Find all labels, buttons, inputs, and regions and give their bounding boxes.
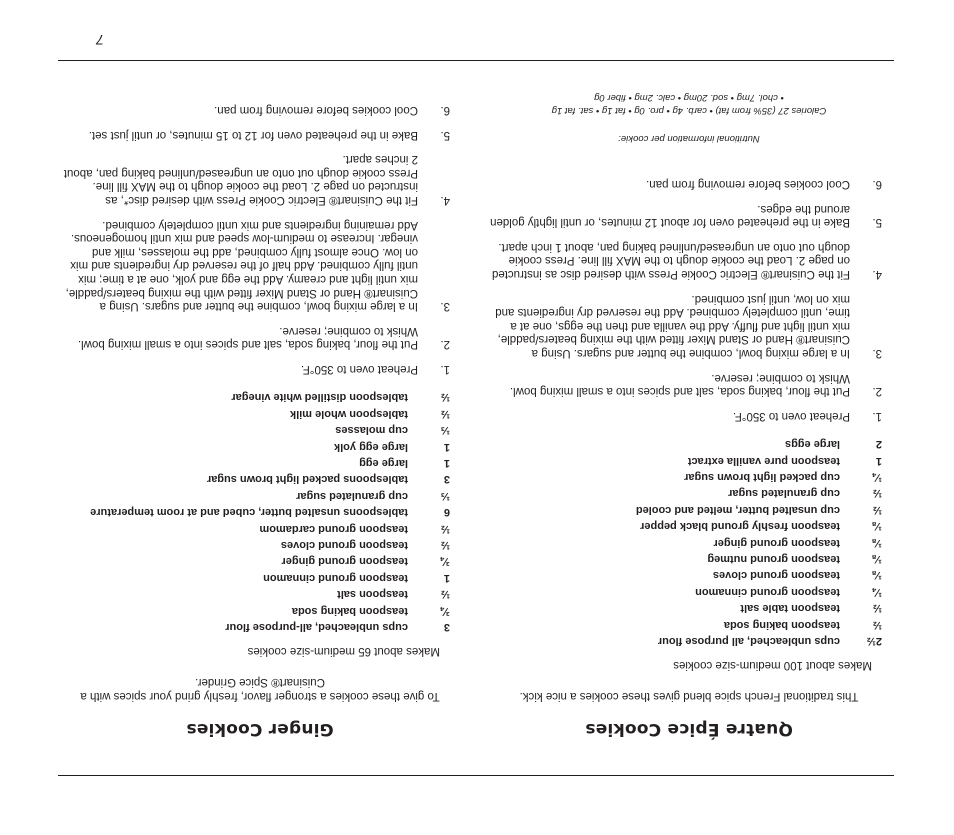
ingredient-qty: ⅛	[872, 520, 882, 533]
step-item	[484, 370, 882, 397]
ingredient-row	[484, 436, 882, 452]
recipe-title: Ginger Cookies	[186, 719, 334, 739]
ingredient-qty: ½	[872, 487, 882, 500]
ingredient-name: tablespoon distilled white vinegar	[231, 391, 408, 404]
recipe-yield: Makes about 65 medium-size cookies	[247, 645, 440, 657]
ingredient-row	[58, 405, 450, 421]
ingredient-qty: 6	[443, 506, 450, 519]
ingredient-row	[484, 551, 882, 567]
step-number: 5.	[872, 216, 882, 229]
ingredient-name: teaspoon ground cinnamon	[263, 571, 408, 584]
ingredient-qty: ½	[872, 503, 882, 516]
ingredient-row	[484, 501, 882, 517]
ingredient-qty: ½	[872, 602, 882, 615]
ingredient-name: large eggs	[784, 438, 840, 451]
step-text: Preheat oven to 350°F.	[732, 409, 850, 422]
ingredient-name: cup packed light brown sugar	[684, 470, 840, 483]
ingredient-list	[484, 436, 894, 649]
ingredient-qty: 3	[443, 621, 450, 633]
step-item	[58, 127, 450, 141]
ingredient-qty: ½	[440, 588, 450, 601]
ingredient-name: teaspoon ground cloves	[712, 569, 840, 582]
ingredient-name: teaspoon ground ginger	[281, 555, 408, 568]
ingredient-qty: ½	[440, 538, 450, 551]
step-text: Preheat oven to 350°F.	[300, 362, 418, 375]
step-item	[484, 239, 882, 280]
ingredient-name: cup unsalted butter, melted and cooled	[635, 503, 840, 516]
step-text: Put the flour, baking soda, salt and spices into a small mixing bowl. Whisk to combine; reserve.	[509, 371, 850, 398]
step-list	[58, 102, 462, 375]
step-text: Put the flour, baking soda, salt and spices into a small mixing bowl. Whisk to combine; reserve.	[77, 324, 418, 351]
ingredient-row	[58, 619, 450, 635]
page-number: 7	[96, 32, 104, 48]
ingredient-name: teaspoon table salt	[740, 602, 840, 615]
step-text: Cool cookies before removing from pan.	[646, 178, 850, 190]
ingredient-qty: ¼	[872, 585, 882, 598]
ingredient-row	[58, 602, 450, 618]
step-item	[58, 102, 450, 116]
ingredient-row	[58, 569, 450, 585]
ingredient-qty: ¾	[440, 555, 450, 568]
ingredient-name: tablespoons unsalted butter, cubed and at room temperature	[90, 506, 408, 519]
ingredient-qty: ¾	[440, 604, 450, 617]
quatre-epice-recipe	[484, 91, 894, 739]
ingredient-qty: ⅓	[440, 489, 450, 502]
nutrition-line: • chol. 7mg • sod. 20mg • calc. 2mg • fiber 0g	[594, 92, 784, 104]
ingredient-name: teaspoon baking soda	[723, 618, 840, 631]
ingredient-name: teaspoon ground cinnamon	[695, 585, 840, 598]
ingredient-qty: 2	[875, 438, 882, 451]
step-number: 5.	[440, 128, 450, 141]
step-number: 3.	[872, 346, 882, 359]
ingredient-qty: ⅛	[872, 536, 882, 549]
step-text: Cool cookies before removing from pan.	[214, 104, 418, 116]
step-number: 6.	[440, 104, 450, 116]
step-item	[58, 152, 450, 206]
ingredient-list	[58, 389, 462, 635]
ingredient-name: teaspoon freshly ground black pepper	[640, 520, 840, 533]
step-item	[484, 408, 882, 422]
step-number: 1.	[872, 409, 882, 422]
step-item	[484, 291, 882, 359]
ginger-cookies-recipe	[58, 91, 462, 739]
ingredient-row	[58, 438, 450, 454]
ingredient-qty: 1	[443, 456, 450, 469]
ingredient-row	[58, 389, 450, 405]
step-item	[484, 201, 882, 228]
step-number: 2.	[872, 385, 882, 398]
ingredient-name: tablespoon whole milk	[290, 407, 408, 420]
ingredient-qty: ⅛	[872, 552, 882, 565]
ingredient-name: tablespoons packed light brown sugar	[206, 473, 408, 486]
step-text: Bake in the preheated oven for about 12 minutes, or until lightly golden around the edges.	[490, 202, 850, 229]
ingredient-name: cups unbleached, all-purpose flour	[225, 621, 408, 633]
ingredient-row	[484, 583, 882, 599]
bottom-rule	[58, 60, 894, 61]
ingredient-qty: ½	[440, 407, 450, 420]
ingredient-row	[484, 600, 882, 616]
ingredient-name: large egg	[359, 456, 408, 469]
recipe-intro: This traditional French spice blend gives these cookies a nice kick.	[519, 690, 859, 702]
ingredient-row	[484, 452, 882, 468]
step-number: 6.	[872, 178, 882, 190]
step-list	[484, 176, 894, 421]
ingredient-name: teaspoon pure vanilla extract	[687, 454, 840, 467]
ingredient-row	[484, 485, 882, 501]
ingredient-row	[58, 471, 450, 487]
ingredient-qty: ¼	[872, 470, 882, 483]
nutrition-label: Nutritional information per cookie:	[618, 133, 760, 145]
ingredient-row	[484, 534, 882, 550]
ingredient-qty: ½	[440, 391, 450, 404]
ingredient-row	[484, 633, 882, 649]
ingredient-row	[58, 520, 450, 536]
ingredient-row	[484, 567, 882, 583]
ingredient-qty: 1	[443, 571, 450, 584]
ingredient-name: teaspoon baking soda	[291, 604, 408, 617]
recipe-intro: To give these cookies a stronger flavor, freshly grind your spices with a Cuisinart® Spice Grinder.	[80, 676, 440, 702]
ingredient-name: cup granulated sugar	[728, 487, 840, 500]
ingredient-row	[58, 455, 450, 471]
step-number: 4.	[872, 267, 882, 280]
ingredient-row	[484, 518, 882, 534]
ingredient-name: cup molasses	[335, 424, 408, 437]
ingredient-name: teaspoon ground cardamom	[259, 522, 408, 535]
ingredient-name: teaspoon ground cloves	[280, 538, 408, 551]
ingredient-name: teaspoon ground nutmeg	[707, 552, 840, 565]
step-item	[484, 176, 882, 190]
nutrition-info	[484, 91, 894, 145]
step-item	[58, 361, 450, 375]
step-text: Bake in the preheated oven for 12 to 15 minutes, or until just set.	[88, 128, 418, 141]
ingredient-row	[58, 504, 450, 520]
ingredient-row	[484, 616, 882, 632]
step-number: 2.	[440, 338, 450, 351]
ingredient-name: cup granulated sugar	[296, 489, 408, 502]
ingredient-qty: ⅓	[440, 424, 450, 437]
ingredient-name: teaspoon salt	[337, 588, 408, 601]
ingredient-qty: 1	[875, 454, 882, 467]
ingredient-row	[58, 487, 450, 503]
step-item	[58, 323, 450, 350]
ingredient-name: large egg yolk	[334, 440, 408, 453]
step-text: In a large mixing bowl, combine the butter and sugars. Using a Cuisinart® Hand or Stand Mixer fitted with the mixing beaters/paddle, mix until light and creamy. Add the egg and yolk, one at a time; mix until fully combined. Add half of the reserved dry ingredients and mix on low. Once almost fully combined, add the molasses, milk and vinegar. Increase to medium-low speed and mix until homogeneous. Add remaining ingredients and mix until completely combined.	[65, 218, 418, 313]
ingredient-qty: 1	[443, 440, 450, 453]
ingredient-row	[58, 553, 450, 569]
step-number: 3.	[440, 300, 450, 313]
ingredient-row	[58, 537, 450, 553]
ingredient-row	[58, 586, 450, 602]
top-rule	[58, 775, 894, 776]
ingredient-qty: ⅛	[872, 569, 882, 582]
step-text: In a large mixing bowl, combine the butter and sugars. Using a Cuisinart® Hand or Stand Mixer fitted with the mixing beaters/paddle, mix until light and fluffy. Add the vanilla and then the eggs, one at a time, until completely combined. Add the reserved dry ingredients and mix on low, until just combined.	[495, 292, 850, 359]
recipe-yield: Makes about 100 medium-size cookies	[673, 659, 872, 671]
step-item	[58, 217, 450, 312]
step-text: Fit the Cuisinart® Electric Cookie Press with desired disc as instructed on page 2. Load the cookie dough to the MAX fill line. Press cookie dough out onto an ungreased/unlined baking pan, about 1 inch apart.	[491, 240, 850, 280]
recipe-title: Quatre Épice Cookies	[585, 719, 793, 739]
ingredient-qty: ½	[440, 522, 450, 535]
ingredient-name: teaspoon ground ginger	[713, 536, 840, 549]
ingredient-qty: ½	[872, 618, 882, 631]
nutrition-line: Calories 27 (35% from fat) • carb. 4g • pro. 0g • fat 1g • sat. fat 1g	[551, 104, 827, 116]
step-number: 4.	[440, 193, 450, 206]
ingredient-qty: 3	[443, 473, 450, 486]
ingredient-row	[58, 422, 450, 438]
step-text: Fit the Cuisinart® Electric Cookie Press with desired disc*, as instructed on page 2. Load the cookie dough to the MAX fill line. Press cookie dough out onto an ungreased/unlined baking pan, about 2 inches apart.	[63, 153, 418, 206]
step-number: 1.	[440, 362, 450, 375]
ingredient-row	[484, 469, 882, 485]
ingredient-qty: 2½	[866, 635, 882, 647]
ingredient-name: cups unbleached, all purpose flour	[657, 635, 840, 647]
